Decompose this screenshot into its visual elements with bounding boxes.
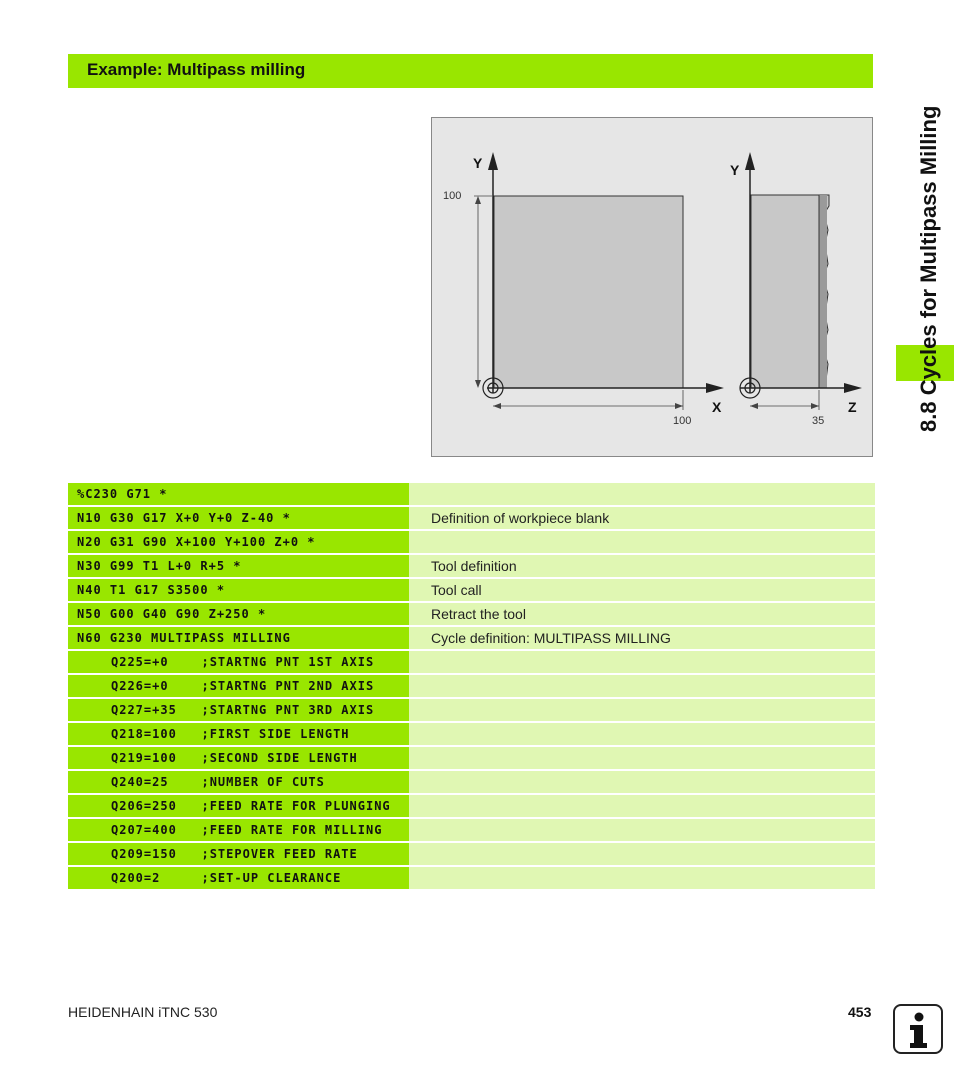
program-description [409, 651, 875, 673]
page-number: 453 [848, 1004, 872, 1020]
label-z-right: Z [848, 399, 857, 415]
material-layer [819, 195, 827, 388]
tick-z-35: 35 [812, 415, 825, 427]
program-code: N40 T1 G17 S3500 * [68, 579, 409, 601]
program-code: Q226=+0 ;STARTNG PNT 2ND AXIS [68, 675, 409, 697]
tick-y-100: 100 [443, 190, 462, 202]
program-description [409, 723, 875, 745]
program-row [68, 531, 875, 555]
program-code: Q219=100 ;SECOND SIDE LENGTH [68, 747, 409, 769]
y-arrow-right [745, 152, 755, 170]
program-row [68, 819, 875, 843]
program-code: N60 G230 MULTIPASS MILLING [68, 627, 409, 649]
program-code: N30 G99 T1 L+0 R+5 * [68, 555, 409, 577]
program-code: Q240=25 ;NUMBER OF CUTS [68, 771, 409, 793]
info-icon [893, 1004, 943, 1054]
program-description: Tool definition [409, 555, 875, 577]
workpiece-drawing [431, 117, 873, 457]
program-row [68, 507, 875, 531]
program-description [409, 531, 875, 553]
program-row [68, 699, 875, 723]
program-code: N20 G31 G90 X+100 Y+100 Z+0 * [68, 531, 409, 553]
program-description [409, 483, 875, 505]
label-x-left: X [712, 399, 722, 415]
program-row [68, 579, 875, 603]
nc-program-table [68, 483, 875, 891]
program-code: Q218=100 ;FIRST SIDE LENGTH [68, 723, 409, 745]
program-code: N50 G00 G40 G90 Z+250 * [68, 603, 409, 625]
program-description [409, 867, 875, 889]
program-row [68, 627, 875, 651]
program-description [409, 675, 875, 697]
program-row [68, 795, 875, 819]
z-arrow-right [844, 383, 862, 393]
label-y-left: Y [473, 155, 483, 171]
chapter-title: 8.8 Cycles for Multipass Milling [916, 105, 941, 432]
program-row [68, 555, 875, 579]
program-code: %C230 G71 * [68, 483, 409, 505]
program-row [68, 675, 875, 699]
footer-product: HEIDENHAIN iTNC 530 [68, 1004, 218, 1020]
program-description [409, 747, 875, 769]
program-description: Tool call [409, 579, 875, 601]
program-row [68, 747, 875, 771]
program-description [409, 699, 875, 721]
program-row [68, 771, 875, 795]
program-description [409, 819, 875, 841]
workpiece-zy-view [751, 195, 829, 388]
program-code: N10 G30 G17 X+0 Y+0 Z-40 * [68, 507, 409, 529]
program-code: Q206=250 ;FEED RATE FOR PLUNGING [68, 795, 409, 817]
program-description [409, 795, 875, 817]
program-description [409, 771, 875, 793]
program-description [409, 843, 875, 865]
program-code: Q200=2 ;SET-UP CLEARANCE [68, 867, 409, 889]
program-code: Q227=+35 ;STARTNG PNT 3RD AXIS [68, 699, 409, 721]
program-description: Cycle definition: MULTIPASS MILLING [409, 627, 875, 649]
section-title: Example: Multipass milling [68, 54, 873, 88]
tick-x-100: 100 [673, 415, 692, 427]
workpiece-xy-view [494, 196, 683, 388]
program-row [68, 483, 875, 507]
drawing-svg [432, 118, 874, 458]
program-row [68, 723, 875, 747]
y-arrow-left [488, 152, 498, 170]
info-glyph [895, 1006, 941, 1052]
program-description: Definition of workpiece blank [409, 507, 875, 529]
x-arrow-left [706, 383, 724, 393]
program-row [68, 603, 875, 627]
program-row [68, 867, 875, 891]
label-y-right: Y [730, 162, 740, 178]
program-row [68, 843, 875, 867]
program-description: Retract the tool [409, 603, 875, 625]
program-code: Q207=400 ;FEED RATE FOR MILLING [68, 819, 409, 841]
program-code: Q209=150 ;STEPOVER FEED RATE [68, 843, 409, 865]
program-row [68, 651, 875, 675]
program-code: Q225=+0 ;STARTNG PNT 1ST AXIS [68, 651, 409, 673]
